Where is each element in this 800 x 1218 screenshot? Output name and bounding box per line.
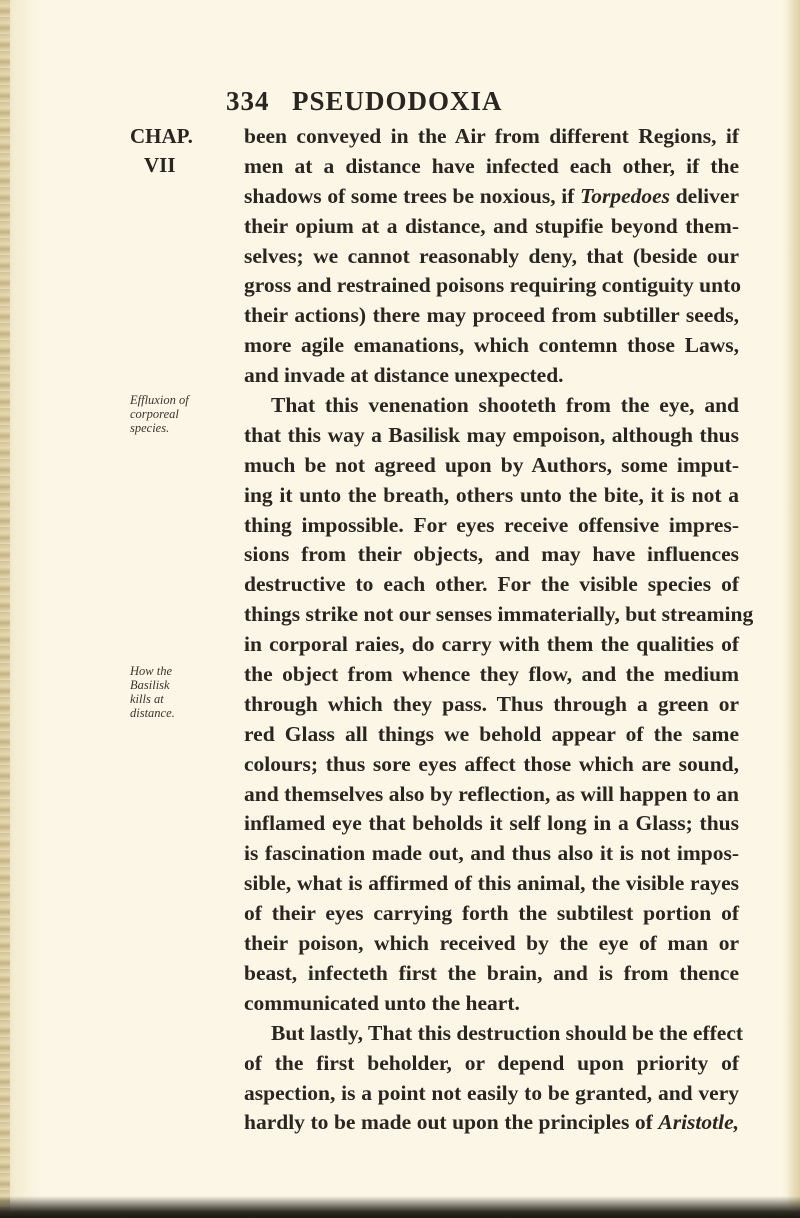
text-line: gross and restrained poisons requiring contiguity unto [244, 273, 741, 298]
text-line: But lastly, That this destruction should be the effect [271, 1020, 744, 1045]
text-line: things strike not our senses immaterially, but streaming [244, 602, 754, 627]
text-line: of their eyes carrying forth the subtilest portion of [244, 901, 739, 926]
text-line: in corporal raies, do carry with them the qualities of [244, 632, 739, 657]
margin-note-line: How the [130, 664, 173, 678]
italic-aristotle: Aristotle, [658, 1110, 739, 1135]
margin-note-effluxion [130, 393, 189, 435]
text-line: of the first beholder, or depend upon priority of [244, 1050, 739, 1075]
text-line: sible, what is affirmed of this animal, the visible rayes [244, 871, 739, 896]
margin-note-line: species. [130, 421, 170, 435]
text-line: is fascination made out, and thus also it is not impos- [244, 841, 739, 866]
text-line: through which they pass. Thus through a green or [244, 691, 739, 716]
text-line: red Glass all things we behold appear of the same [244, 721, 739, 746]
chapter-number: VII [144, 153, 176, 177]
text-line: men at a distance have infected each other, if the [244, 153, 739, 178]
text-line: hardly to be made out upon the principles of Aristotle, [244, 1110, 739, 1135]
page-left-edge [0, 0, 10, 1218]
text-line: much be not agreed upon by Authors, some imput- [244, 452, 739, 477]
margin-note-basilisk [130, 664, 175, 720]
text-line: colours; thus sore eyes affect those which are sound, [244, 751, 739, 776]
text-line: their opium at a distance, and stupifie beyond them- [244, 213, 739, 238]
body-text [244, 122, 754, 1138]
text-line: ing it unto the breath, others unto the bite, it is not a [244, 482, 739, 507]
text-line: beast, infecteth first the brain, and is from thence [244, 960, 739, 985]
text-line: thing impossible. For eyes receive offensive impres- [244, 512, 739, 537]
running-title: PSEUDODOXIA [292, 86, 503, 116]
text-line: more agile emanations, which contemn those Laws, [244, 333, 739, 358]
margin-note-line: distance. [130, 706, 175, 720]
margin-note-line: Basilisk [130, 678, 170, 692]
italic-torpedoes: Torpedoes [580, 183, 671, 208]
chapter-label: CHAP. [130, 124, 193, 148]
text-line: aspection, is a point not easily to be granted, and very [244, 1080, 739, 1105]
page-number: 334 [226, 86, 270, 116]
text-line: and themselves also by reflection, as will happen to an [244, 781, 739, 806]
page-bottom-shadow [0, 1196, 800, 1218]
text-line: their actions) there may proceed from subtiller seeds, [244, 303, 739, 328]
margin-note-line: Effluxion of [130, 393, 189, 407]
text-line: selves; we cannot reasonably deny, that (beside our [244, 243, 739, 268]
text-line: that this way a Basilisk may empoison, although thus [244, 422, 739, 447]
text-line: the object from whence they flow, and the medium [244, 662, 739, 687]
text-line: inflamed eye that beholds it self long in a Glass; thus [244, 811, 739, 836]
chapter-marker [130, 122, 193, 180]
text-line: communicated unto the heart. [244, 990, 520, 1015]
page-right-edge [788, 0, 800, 1218]
text-line: and invade at distance unexpected. [244, 363, 564, 388]
text-line: their poison, which received by the eye of man or [244, 931, 739, 956]
text-line: been conveyed in the Air from different Regions, if [244, 124, 739, 148]
margin-note-line: kills at [130, 692, 164, 706]
text-line: That this venenation shooteth from the eye, and [271, 393, 739, 418]
text-line: destructive to each other. For the visible species of [244, 572, 739, 597]
running-header [226, 86, 503, 117]
margin-note-line: corporeal [130, 407, 179, 421]
text-line: sions from their objects, and may have influences [244, 542, 739, 567]
text-line: shadows of some trees be noxious, if Torpedoes deliver [244, 183, 739, 208]
